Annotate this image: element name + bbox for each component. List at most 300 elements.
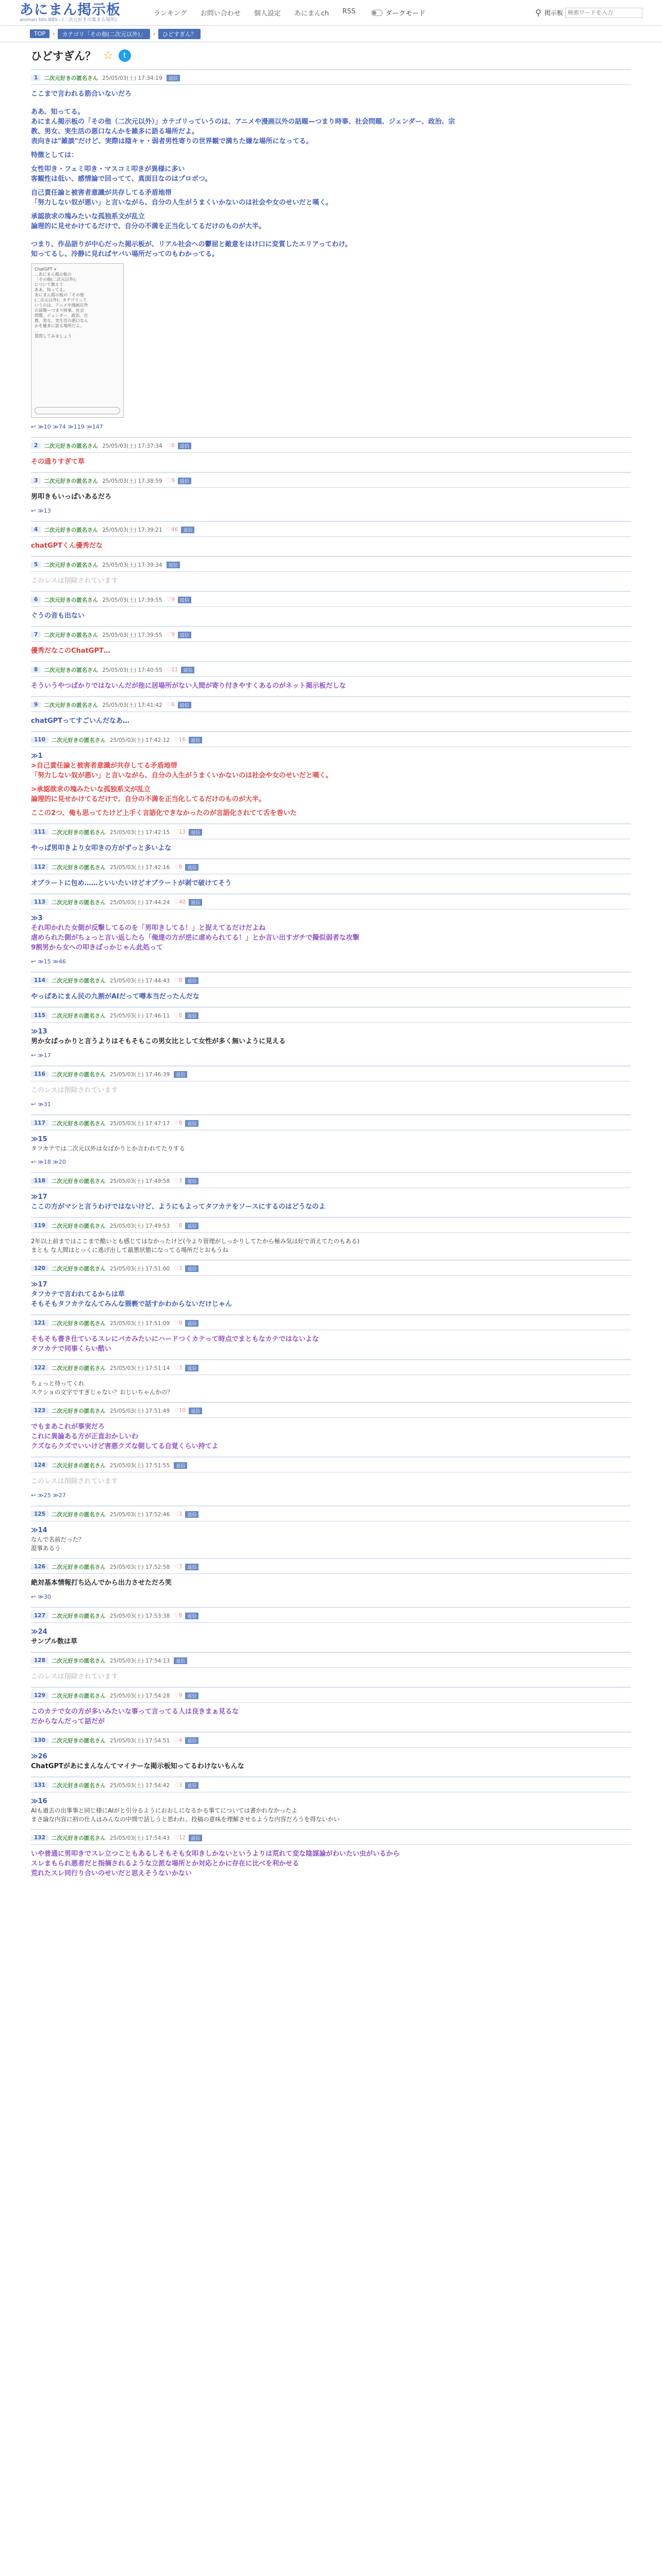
poster-name: 二次元好きの匿名さん <box>44 702 98 708</box>
reply-button[interactable]: 返信 <box>178 702 191 708</box>
post-line: 「努力しない奴が悪い」と言いながら、自分の人生がうまくいかないのは社会や女のせいだと嘆く。 <box>31 199 333 207</box>
post-number[interactable]: 3 <box>31 478 41 484</box>
post-number[interactable]: 110 <box>31 737 48 743</box>
poster-name: 二次元好きの匿名さん <box>51 737 106 743</box>
like-count[interactable]: ♡8 <box>174 1012 183 1019</box>
post <box>31 661 631 696</box>
line-gap <box>31 781 631 785</box>
poster-name: 二次元好きの匿名さん <box>51 1511 106 1518</box>
post-line[interactable]: ≫14 <box>31 1527 47 1534</box>
post-date: 25/05/03(土) 17:44:24 <box>109 899 170 906</box>
post-header <box>31 1834 631 1841</box>
post-line: AIも過去の出事事と同じ様にAIがと引分るようにおおしになるかる事てについては書かれなかったよ <box>31 1807 297 1814</box>
reply-button[interactable]: 返信 <box>178 443 191 449</box>
poster-name: 二次元好きの匿名さん <box>44 75 98 81</box>
post-header <box>31 1462 631 1469</box>
reply-button[interactable]: 返信 <box>185 1320 198 1327</box>
post-line: 絶対基本情報打ち込んでから出力させただろ笑 <box>31 1579 172 1587</box>
post-line: ぐうの音も出ない <box>31 612 85 620</box>
post <box>31 1260 631 1314</box>
post-line: あにまん掲示板の「その他（二次元以外）」カテゴリっていうのは、アニメや漫画以外の話題—つまり時事、社会問題、ジェンダー、政治、宗 <box>31 118 455 126</box>
post-number[interactable]: 123 <box>31 1408 48 1414</box>
breadcrumb <box>0 26 662 42</box>
post-date: 25/05/03(土) 17:34:19 <box>102 75 162 81</box>
reply-arrow-icon: ↩ <box>31 423 36 430</box>
post-line: ここまで言われる筋合いないだろ <box>31 90 132 98</box>
post-line: 特徴としては： <box>31 151 78 159</box>
post-line: そもそも書き仕ているスレにバカみたいにハードつくカテって時点でまともなカテではないよな <box>31 1335 319 1343</box>
reply-button[interactable]: 返信 <box>189 899 202 906</box>
post-line[interactable]: ≫1 <box>31 752 43 760</box>
poster-name: 二次元好きの匿名さん <box>51 1737 106 1744</box>
post <box>31 893 631 972</box>
reply-button[interactable]: 返信 <box>185 1365 198 1371</box>
post-body <box>31 1375 631 1397</box>
post-number[interactable]: 128 <box>31 1657 48 1664</box>
screenshot-image[interactable] <box>31 263 124 418</box>
reply-refs <box>31 957 631 967</box>
like-count[interactable]: ♡8 <box>174 1613 183 1619</box>
nav-animanch[interactable]: あにまんch <box>294 10 329 18</box>
post-number[interactable]: 119 <box>31 1223 48 1229</box>
post-line[interactable]: ≫24 <box>31 1628 47 1636</box>
post-line[interactable]: ≫3 <box>31 914 43 922</box>
like-count[interactable]: ♡3 <box>174 1782 183 1788</box>
post-line[interactable]: ≫16 <box>31 1798 47 1805</box>
image-text: について教えて <box>35 282 63 287</box>
reply-refs <box>31 1050 631 1060</box>
nav-rss[interactable]: RSS <box>342 8 356 15</box>
reply-links[interactable]: ≫18 ≫20 <box>38 1159 66 1165</box>
reply-button[interactable]: 返信 <box>178 478 191 484</box>
image-text: ChatGPT ∨ <box>35 267 57 272</box>
post <box>31 1652 631 1687</box>
post-line: でもまあこれが事実だろ <box>31 1423 105 1431</box>
post-header <box>31 1737 631 1744</box>
post-body <box>31 874 631 888</box>
post-header <box>31 1782 631 1789</box>
like-count[interactable]: ♡9 <box>174 1692 183 1699</box>
dark-mode-toggle[interactable] <box>371 8 425 18</box>
post-number[interactable]: 4 <box>31 527 41 533</box>
like-count[interactable]: ♡9 <box>166 632 175 638</box>
like-count[interactable]: ♡9 <box>166 478 175 484</box>
post <box>31 626 631 661</box>
site-header <box>0 0 662 26</box>
poster-name: 二次元好きの匿名さん <box>51 1408 106 1414</box>
post-line: 荒れたスレ同行り合いのせいだと思えそうないかない <box>31 1870 192 1877</box>
post-line: ここの方がマシと言うわけではないけど、ようにもよってタフカテをソースにするのはどうなのよ <box>31 1203 326 1211</box>
post-number[interactable]: 126 <box>31 1564 48 1570</box>
post-body <box>31 1844 631 1878</box>
reply-button[interactable]: 返信 <box>185 1120 198 1127</box>
post <box>31 731 631 823</box>
reply-arrow-icon: ↩ <box>31 1492 36 1499</box>
reply-button[interactable]: 返信 <box>185 1223 198 1229</box>
like-count[interactable]: ♡10 <box>174 1408 186 1414</box>
poster-name: 二次元好きの匿名さん <box>51 899 106 906</box>
breadcrumb-category[interactable]: カテゴリ「その他(二次元以外)」 <box>58 29 150 39</box>
post-number[interactable]: 125 <box>31 1511 48 1517</box>
toggle-switch[interactable] <box>371 10 383 16</box>
reply-refs <box>31 506 631 516</box>
post-header <box>31 442 631 449</box>
search-bar <box>535 8 642 18</box>
post-number[interactable]: 124 <box>31 1462 48 1468</box>
reply-button[interactable]: 返信 <box>185 1737 198 1744</box>
post-line[interactable]: ≫15 <box>31 1136 47 1143</box>
post-line: 男か女ばっかりと言うよりはそもそもこの男女比として女性が多く無いように見える <box>31 1038 286 1045</box>
post-line: このレスは削除されています <box>31 1673 118 1681</box>
reply-button[interactable]: 返信 <box>189 1835 202 1841</box>
reply-button[interactable]: 返信 <box>189 737 202 743</box>
poster-name: 二次元好きの匿名さん <box>44 562 98 568</box>
reply-button[interactable]: 返信 <box>181 667 194 673</box>
post-line: 2年以上前まではここまで酷いとも感じてはなかったけど(今より管理がしっかりしてたから極み気は好で消えてたのもある) <box>31 1238 360 1245</box>
post-line: その通りすぎて草 <box>31 458 85 466</box>
site-subtitle: animan bbs BBS - (二次元好きの集まる場所) <box>20 17 117 23</box>
like-count[interactable]: ♡3 <box>174 1511 183 1517</box>
reply-button[interactable]: 返信 <box>185 1265 198 1272</box>
post-date: 25/05/03(土) 17:46:11 <box>109 1012 170 1019</box>
post-number[interactable]: 1 <box>31 75 41 81</box>
like-count[interactable]: ♡8 <box>174 864 183 870</box>
post-list <box>31 69 631 1884</box>
like-count[interactable]: ♡13 <box>174 829 186 835</box>
reply-refs <box>31 422 631 432</box>
thread-title: ひどすぎん？ <box>31 50 96 62</box>
post-date: 25/05/03(土) 17:51:14 <box>109 1365 170 1371</box>
post-number[interactable]: 111 <box>31 829 48 835</box>
post-number[interactable]: 129 <box>31 1692 48 1699</box>
post-line: 優秀だなこのChatGPT… <box>31 647 110 655</box>
like-count[interactable]: ♡3 <box>174 1265 183 1272</box>
post-line: まさ論な内容に初の仕人はみんなの中間で話しうと思われ、投稿の意味を理解させるような内容だろうを得ないかい <box>31 1816 340 1823</box>
post-line: ChatGPTがあにまんなんてマイナーな掲示板知ってるわけないもんな <box>31 1762 244 1770</box>
reply-button[interactable]: 返信 <box>185 1012 198 1019</box>
image-text: 問題、ジェンダー、政治、宗 <box>35 313 88 318</box>
post-body <box>31 1521 631 1553</box>
post <box>31 1829 631 1884</box>
line-gap <box>31 160 631 164</box>
poster-name: 二次元好きの匿名さん <box>51 1657 106 1664</box>
post-header <box>31 526 631 533</box>
post <box>31 1359 631 1402</box>
post-line: >承認欲求の塊みたいな孤独系文が乱立 <box>31 786 151 793</box>
like-count[interactable]: ♡3 <box>174 1178 183 1184</box>
post-line: そういうやつばかりではないんだが他に居場所がない人間が寄り付きやすくあるのがネット掲示板だしな <box>31 682 346 690</box>
post-line: それ叩かれた女側が反撃してるのを「男叩きしてる！」と捉えてるだけだよね <box>31 924 266 932</box>
post-line: クズならクズでいいけど害悪クズな側してる自覚くらい持てよ <box>31 1443 219 1450</box>
like-count[interactable]: ♡6 <box>166 702 175 708</box>
image-text: いうのは、アニメや漫画以外 <box>35 303 88 308</box>
like-count[interactable]: ♡40 <box>174 899 186 905</box>
post-number[interactable]: 7 <box>31 632 41 638</box>
search-input[interactable] <box>565 8 642 18</box>
post-body <box>31 1472 631 1500</box>
image-text: 教、男女、実生活の悪口なん <box>35 318 88 323</box>
post <box>31 858 631 893</box>
like-count[interactable]: ♡11 <box>166 667 178 673</box>
reply-button[interactable]: 返信 <box>174 1071 187 1078</box>
post-number[interactable]: 114 <box>31 977 48 984</box>
post-date: 25/05/03(土) 17:40:55 <box>102 667 162 673</box>
reply-refs <box>31 1490 631 1500</box>
reply-button[interactable]: 返信 <box>167 562 180 568</box>
post-date: 25/05/03(土) 17:44:43 <box>109 977 170 984</box>
post-header <box>31 1657 631 1664</box>
post-number[interactable]: 2 <box>31 443 41 449</box>
post <box>31 972 631 1007</box>
image-text: あにまん掲示板の「その他 <box>35 293 84 297</box>
post-number[interactable]: 132 <box>31 1835 48 1841</box>
poster-name: 二次元好きの匿名さん <box>44 597 98 603</box>
post-line: 教、男女、実生活の悪口なんかを雑多に語る場所だよ。 <box>31 128 199 135</box>
post-number[interactable]: 127 <box>31 1613 48 1619</box>
nav-ranking[interactable]: ランキング <box>154 10 187 18</box>
post-number[interactable]: 122 <box>31 1365 48 1371</box>
post-header <box>31 899 631 906</box>
like-count[interactable]: ♡8 <box>174 977 183 984</box>
image-input-box <box>35 407 120 414</box>
like-count[interactable]: ♡8 <box>174 1223 183 1229</box>
reply-button[interactable]: 返信 <box>174 1462 187 1469</box>
post <box>31 1505 631 1558</box>
post-date: 25/05/03(土) 17:54:51 <box>109 1737 170 1744</box>
post-number[interactable]: 8 <box>31 667 41 673</box>
reply-button[interactable]: 返信 <box>178 632 191 638</box>
post-header <box>31 74 631 81</box>
poster-name: 二次元好きの匿名さん <box>51 1365 106 1371</box>
reply-links[interactable]: ≫17 <box>38 1052 51 1059</box>
reply-button[interactable]: 返信 <box>181 527 194 533</box>
post-header <box>31 561 631 568</box>
poster-name: 二次元好きの匿名さん <box>51 1782 106 1789</box>
post-date: 25/05/03(土) 17:46:39 <box>109 1071 170 1078</box>
post-line: 混事あるう <box>31 1545 61 1552</box>
image-text: の話題—つまり時事、社会 <box>35 308 84 313</box>
reply-button[interactable]: 返信 <box>185 1178 198 1184</box>
poster-name: 二次元好きの匿名さん <box>51 1012 106 1019</box>
post-body <box>31 1232 631 1255</box>
reply-button[interactable]: 返信 <box>185 1613 198 1619</box>
post-header <box>31 701 631 708</box>
post-line: chatGPTくん優秀だな <box>31 542 103 550</box>
post-date: 25/05/03(土) 17:49:53 <box>109 1223 170 1229</box>
post-line: ああ、知ってる。 <box>31 108 85 116</box>
post-number[interactable]: 9 <box>31 702 41 708</box>
poster-name: 二次元好きの匿名さん <box>51 864 106 871</box>
post-header <box>31 1120 631 1127</box>
post <box>31 823 631 858</box>
reply-links[interactable]: ≫10 ≫74 ≫119 ≫147 <box>38 423 103 430</box>
reply-button[interactable]: 返信 <box>189 1408 202 1414</box>
post-header <box>31 863 631 871</box>
post-number[interactable]: 118 <box>31 1178 48 1184</box>
post-number[interactable]: 112 <box>31 864 48 870</box>
post-line: 9割男から女への叩きばっかじゃん此処って <box>31 944 163 952</box>
post-body <box>31 487 631 516</box>
like-count[interactable]: ♡9 <box>174 1320 183 1326</box>
post-number[interactable]: 113 <box>31 899 48 905</box>
post-line: 「努力しない奴が悪い」と言いながら、自分の人生がうまくいかないのは社会や女のせいだと嘆く。 <box>31 772 333 779</box>
reply-links[interactable]: ≫30 <box>38 1594 51 1600</box>
like-count[interactable]: ♡3 <box>174 1564 183 1570</box>
post-line[interactable]: ≫13 <box>31 1028 47 1036</box>
post-body <box>31 839 631 853</box>
reply-button[interactable]: 返信 <box>185 864 198 871</box>
post-line: スクショの文字ですぎじゃない？おじいちゃんかの？ <box>31 1388 173 1396</box>
post-date: 25/05/03(土) 17:54:13 <box>109 1657 170 1664</box>
like-count[interactable]: ♡16 <box>174 737 186 743</box>
post-body <box>31 641 631 656</box>
post-header <box>31 1177 631 1184</box>
post-body <box>31 711 631 726</box>
thread-main <box>0 42 662 1884</box>
breadcrumb-top[interactable]: TOP <box>30 29 49 38</box>
post-line: サンプル数は草 <box>31 1638 77 1646</box>
reply-button[interactable]: 返信 <box>174 1657 187 1664</box>
line-gap <box>31 184 631 188</box>
post-line: タフカテで言われてるからは草 <box>31 1291 125 1298</box>
post <box>31 1776 631 1829</box>
poster-name: 二次元好きの匿名さん <box>51 1462 106 1469</box>
post-line: タフカテでは二次元以外は女ばかりとか言われてたりする <box>31 1145 185 1152</box>
reply-button[interactable]: 返信 <box>185 1564 198 1570</box>
post-date: 25/05/03(土) 17:51:09 <box>109 1320 170 1327</box>
poster-name: 二次元好きの匿名さん <box>51 977 106 984</box>
post-date: 25/05/03(土) 17:41:42 <box>102 702 162 708</box>
post <box>31 1558 631 1607</box>
post-line[interactable]: ≫26 <box>31 1753 47 1760</box>
post-number[interactable]: 115 <box>31 1012 48 1019</box>
post-date: 25/05/03(土) 17:39:34 <box>102 562 162 568</box>
like-count[interactable]: ♡6 <box>166 443 175 449</box>
like-count[interactable]: ♡3 <box>174 1365 183 1371</box>
reply-button[interactable]: 返信 <box>185 1692 198 1699</box>
site-title[interactable]: あにまん掲示板 <box>20 2 121 18</box>
post-line: やっぱ男叩きより女叩きの方がずっと多いよな <box>31 844 172 852</box>
reply-links[interactable]: ≫15 ≫46 <box>38 958 66 965</box>
post-body <box>31 1275 631 1309</box>
post-date: 25/05/03(土) 17:54:28 <box>109 1692 170 1699</box>
post-body <box>31 1417 631 1451</box>
post-date: 25/05/03(土) 17:52:58 <box>109 1564 170 1570</box>
poster-name: 二次元好きの匿名さん <box>51 1320 106 1327</box>
post-line: やっぱあにまん民の九割がAIだって噂本当だったんだな <box>31 993 200 1001</box>
post-header <box>31 828 631 836</box>
post-header <box>31 1407 631 1414</box>
reply-links[interactable]: ≫31 <box>38 1101 51 1108</box>
post-line: 自己責任論と被害者意識が共存してる矛盾地帯 <box>31 189 172 197</box>
image-text: 質問してみましょう <box>35 334 72 338</box>
reply-button[interactable]: 返信 <box>167 75 180 81</box>
post-line: このレスは削除されています <box>31 1087 118 1094</box>
reply-arrow-icon: ↩ <box>31 958 36 965</box>
post-number[interactable]: 116 <box>31 1071 48 1077</box>
post <box>31 437 631 472</box>
post-line[interactable]: ≫17 <box>31 1193 47 1201</box>
like-count[interactable]: ♡12 <box>174 1835 186 1841</box>
like-count[interactable]: ♡4 <box>174 1737 183 1743</box>
reply-button[interactable]: 返信 <box>185 1782 198 1789</box>
post-line: これに異論ある方が正直おかしいわ <box>31 1433 139 1440</box>
post-line: オブラートに包め……といいたいけどオブラートが剥で破けてそう <box>31 879 232 887</box>
image-text: ... <box>35 329 39 333</box>
site-logo[interactable] <box>20 3 147 23</box>
post <box>31 1732 631 1776</box>
post <box>31 1065 631 1114</box>
like-count[interactable]: ♡46 <box>166 527 178 533</box>
poster-name: 二次元好きの匿名さん <box>44 443 98 449</box>
poster-name: 二次元好きの匿名さん <box>44 632 98 638</box>
post <box>31 696 631 731</box>
reply-button[interactable]: 返信 <box>178 597 191 603</box>
post <box>31 556 631 591</box>
post-header <box>31 1364 631 1371</box>
post-number[interactable]: 121 <box>31 1320 48 1326</box>
post-number[interactable]: 120 <box>31 1265 48 1272</box>
reply-button[interactable]: 返信 <box>189 829 202 836</box>
nav-settings[interactable]: 個人設定 <box>254 10 281 18</box>
post-number[interactable]: 130 <box>31 1737 48 1743</box>
post-line: ちょっと待ってくれ <box>31 1380 85 1387</box>
post-line: chatGPTってすごいんだなあ… <box>31 717 130 725</box>
line-gap <box>31 103 631 107</box>
nav-contact[interactable]: お問い合わせ <box>200 10 241 18</box>
search-icon[interactable]: ⚲ <box>535 8 541 18</box>
star-icon[interactable]: ☆ <box>103 49 113 62</box>
reply-button[interactable]: 返信 <box>185 977 198 984</box>
post <box>31 1456 631 1505</box>
post-number[interactable]: 117 <box>31 1120 48 1126</box>
post-date: 25/05/03(土) 17:51:00 <box>109 1265 170 1272</box>
like-count[interactable]: ♡9 <box>166 597 175 603</box>
post-header <box>31 631 631 638</box>
breadcrumb-thread[interactable]: ひどすぎん？ <box>158 29 201 39</box>
poster-name: 二次元好きの匿名さん <box>51 1692 106 1699</box>
post-number[interactable]: 131 <box>31 1782 48 1788</box>
reply-arrow-icon: ↩ <box>31 1159 36 1165</box>
line-gap <box>31 99 631 103</box>
post <box>31 1217 631 1260</box>
post-body <box>31 571 631 586</box>
post-header <box>31 1319 631 1327</box>
post-header <box>31 1012 631 1019</box>
reply-links[interactable]: ≫25 ≫27 <box>38 1492 66 1499</box>
post-line: このレスは削除されています <box>31 1478 118 1485</box>
reply-links[interactable]: ≫13 <box>38 507 51 514</box>
reply-button[interactable]: 返信 <box>185 1511 198 1518</box>
like-count[interactable]: ♡8 <box>174 1120 183 1126</box>
post-body <box>31 909 631 967</box>
post-date: 25/05/03(土) 17:42:16 <box>109 864 170 871</box>
poster-name: 二次元好きの匿名さん <box>44 667 98 673</box>
post <box>31 472 631 521</box>
post-header <box>31 736 631 743</box>
post-line[interactable]: ≫17 <box>31 1281 47 1289</box>
header-nav <box>154 8 369 18</box>
post-body <box>31 536 631 551</box>
post-number[interactable]: 5 <box>31 562 41 568</box>
post-body <box>31 987 631 1002</box>
post-date: 25/05/03(土) 17:51:55 <box>109 1462 170 1469</box>
breadcrumb-separator: › <box>53 30 55 37</box>
twitter-icon[interactable]: t <box>119 49 131 62</box>
post-number[interactable]: 6 <box>31 597 41 603</box>
search-target-select[interactable]: 掲示板 <box>544 9 563 16</box>
post-line: このカテで女の方が多いみたいな事って言ってる人は良きまぁ見るな <box>31 1708 239 1716</box>
